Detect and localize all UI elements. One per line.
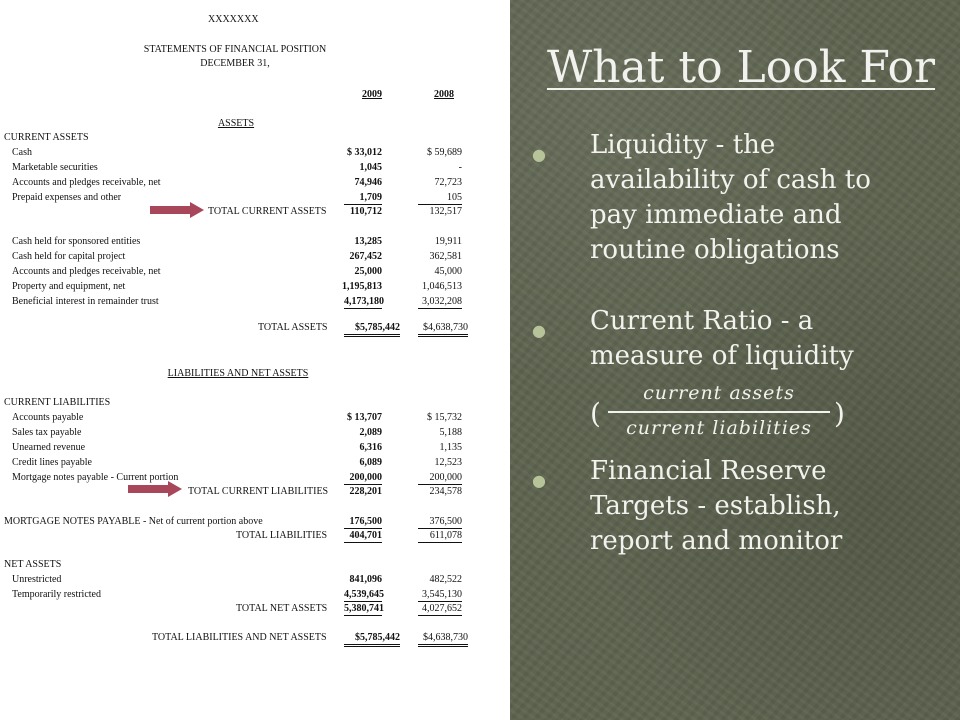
value-2009: $5,785,442 xyxy=(344,632,400,647)
total-label: TOTAL CURRENT ASSETS xyxy=(208,206,327,217)
value-2008: 611,078 xyxy=(418,530,462,543)
total-label: TOTAL LIABILITIES AND NET ASSETS xyxy=(152,632,327,643)
arrow-icon xyxy=(150,202,204,218)
line-item-label: Accounts and pledges receivable, net xyxy=(12,266,161,277)
line-item-label: MORTGAGE NOTES PAYABLE - Net of current portion above xyxy=(4,516,263,527)
line-item-label: Marketable securities xyxy=(12,162,98,173)
value-2009: 841,096 xyxy=(349,574,382,585)
current-liabilities-heading: CURRENT LIABILITIES xyxy=(4,397,111,408)
value-2008: 5,188 xyxy=(439,427,462,438)
value-2008: $4,638,730 xyxy=(418,632,468,647)
dot-icon: ● xyxy=(532,471,546,490)
slide-panel xyxy=(510,0,960,720)
line-item-label: Property and equipment, net xyxy=(12,281,126,292)
bullet-financial-reserve xyxy=(532,454,932,574)
ratio-numerator: current assets xyxy=(643,382,795,404)
value-2008: 105 xyxy=(418,192,462,205)
dot-icon: ● xyxy=(532,321,546,340)
value-2008: 376,500 xyxy=(418,516,462,529)
total-label: TOTAL NET ASSETS xyxy=(236,603,328,614)
value-2008: 45,000 xyxy=(434,266,462,277)
line-item-label: Unrestricted xyxy=(12,574,62,585)
value-2009: 4,539,645 xyxy=(344,589,384,600)
value-2008: 482,522 xyxy=(429,574,462,585)
line-item-label: Sales tax payable xyxy=(12,427,82,438)
value-2009: 5,380,741 xyxy=(344,603,384,614)
value-2008: $ 59,689 xyxy=(427,147,462,158)
value-2009: 110,712 xyxy=(350,206,382,217)
value-2008: 3,545,130 xyxy=(418,589,462,602)
close-paren: ) xyxy=(834,397,845,430)
line-item-label: Accounts and pledges receivable, net xyxy=(12,177,161,188)
total-label: TOTAL CURRENT LIABILITIES xyxy=(188,486,329,497)
value-2008: 3,032,208 xyxy=(418,296,462,309)
value-2008: 132,517 xyxy=(429,206,462,217)
value-2009: $ 33,012 xyxy=(347,147,382,158)
value-2009: $ 13,707 xyxy=(347,412,382,423)
ratio-denominator: current liabilities xyxy=(626,417,812,439)
current-assets-heading: CURRENT ASSETS xyxy=(4,132,89,143)
line-item-label: Unearned revenue xyxy=(12,442,86,453)
line-item-label: Cash xyxy=(12,147,32,158)
value-2009: 6,089 xyxy=(359,457,382,468)
value-2009: 267,452 xyxy=(349,251,382,262)
open-paren: ( xyxy=(590,397,601,430)
net-assets-heading: NET ASSETS xyxy=(4,559,62,570)
fraction-bar xyxy=(608,411,830,413)
value-2008: 72,723 xyxy=(434,177,462,188)
value-2008: 1,046,513 xyxy=(422,281,462,292)
slide-title: What to Look For xyxy=(546,42,936,93)
line-item-label: Accounts payable xyxy=(12,412,84,423)
statement-date: DECEMBER 31, xyxy=(200,58,270,69)
value-2009: 1,709 xyxy=(344,192,382,205)
value-2009: 25,000 xyxy=(354,266,382,277)
total-label: TOTAL ASSETS xyxy=(258,322,328,333)
arrow-icon xyxy=(128,481,182,497)
value-2009: $5,785,442 xyxy=(344,322,400,337)
line-item-label: Temporarily restricted xyxy=(12,589,101,600)
value-2009: 176,500 xyxy=(344,516,382,529)
total-label: TOTAL LIABILITIES xyxy=(236,530,328,541)
value-2008: 19,911 xyxy=(434,236,462,247)
line-item-label: Prepaid expenses and other xyxy=(12,192,122,203)
bullet-current-ratio xyxy=(532,304,932,384)
value-2009: 404,701 xyxy=(344,530,382,543)
value-2008: 200,000 xyxy=(418,472,462,485)
line-item-label: Mortgage notes payable - Current portion xyxy=(12,472,179,483)
value-2008: 362,581 xyxy=(429,251,462,262)
value-2008: 1,135 xyxy=(439,442,462,453)
value-2008: 234,578 xyxy=(429,486,462,497)
value-2009: 74,946 xyxy=(354,177,382,188)
value-2009: 2,089 xyxy=(359,427,382,438)
year-2008-header: 2008 xyxy=(434,89,454,100)
current-ratio-formula xyxy=(590,382,850,441)
value-2008: $4,638,730 xyxy=(418,322,468,337)
bullet-text: Liquidity - the availability of cash to pay immediate and routine obligations xyxy=(590,130,871,265)
year-2009-header: 2009 xyxy=(362,89,382,100)
value-2009: 6,316 xyxy=(359,442,382,453)
line-item-label: Beneficial interest in remainder trust xyxy=(12,296,159,307)
bullet-text: Financial Reserve Targets - establish, report and monitor xyxy=(590,456,843,556)
value-2009: 13,285 xyxy=(354,236,382,247)
value-2008: 12,523 xyxy=(434,457,462,468)
value-2008: 4,027,652 xyxy=(418,603,462,616)
value-2009: 1,195,813 xyxy=(342,281,382,292)
value-2009: 4,173,180 xyxy=(344,296,384,307)
line-item-label: Credit lines payable xyxy=(12,457,92,468)
statement-title: STATEMENTS OF FINANCIAL POSITION xyxy=(143,44,327,55)
value-2008: $ 15,732 xyxy=(427,412,462,423)
bullet-text: Current Ratio - a measure of liquidity xyxy=(590,306,854,371)
value-2008: - xyxy=(458,162,462,173)
value-2009: 228,201 xyxy=(349,486,382,497)
dot-icon: ● xyxy=(532,145,546,164)
liabilities-heading: LIABILITIES AND NET ASSETS xyxy=(167,368,309,379)
line-item-label: Cash held for sponsored entities xyxy=(12,236,141,247)
value-2009: 200,000 xyxy=(344,472,382,485)
value-2009: 1,045 xyxy=(359,162,382,173)
company-name: XXXXXXX xyxy=(208,14,259,25)
assets-heading: ASSETS xyxy=(217,118,255,129)
bullet-liquidity xyxy=(532,128,932,288)
line-item-label: Cash held for capital project xyxy=(12,251,126,262)
